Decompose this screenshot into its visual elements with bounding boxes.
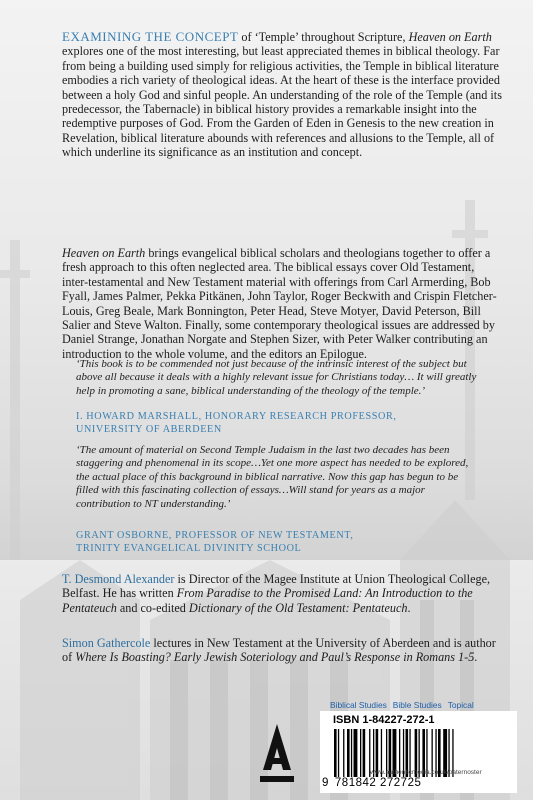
book-title-italic: Dictionary of the Old Testament: Pentateuch [188, 600, 408, 615]
p2-text: brings evangelical biblical scholars and theologians together to offer a fresh approach to this often neglected area. The biblical essays cover Old Testament, inter-testamental and New Testament material with offerings from Carl Armerding, Bob Fyall, James Palmer, Pekka Pitkänen, John Taylor, Roger Beckwith and Crispin Fletcher-Louis, Greg Beale, Mark Bonnington, Peter Head, Steve Motyer, David Peterson, Bill Salier and Steve Walton. Finally, some contemporary theological issues are addressed by Daniel Strange, Jonathan Norgate and Stephen Sizer, with Peter Walker contributing an introduction to the whole volume, and the editors an Epilogue. [62, 246, 497, 361]
barcode-digits [322, 777, 517, 789]
lead-in-caps: EXAMINING THE CONCEPT [62, 29, 239, 44]
bio-text: is Director of the Magee Institute at Union Theological College, Belfast. He has written [62, 572, 491, 601]
category-label: Bible Studies [392, 700, 442, 710]
author-bio-alexander [62, 572, 502, 615]
book-title-italic: Where Is Boasting? Early Jewish Soteriology and Paul’s Response in Romans 1-5 [75, 650, 475, 665]
p1-text-a: of ‘Temple’ throughout Scripture, [238, 30, 409, 44]
book-title-italic: From Paradise to the Promised Land: An Introduction to the Pentateuch [62, 586, 473, 615]
barcode-bar [338, 729, 339, 777]
attribution-line: GRANT OSBORNE, PROFESSOR OF NEW TESTAMENT, [76, 530, 354, 541]
book-title-italic: Heaven on Earth [62, 246, 146, 260]
attribution-line: TRINITY EVANGELICAL DIVINITY SCHOOL [76, 543, 302, 554]
paternoster-logo [260, 720, 294, 790]
attribution-line: UNIVERSITY OF ABERDEEN [76, 424, 222, 435]
isbn-text: ISBN 1-84227-272-1 [333, 714, 435, 726]
attribution-line: I. HOWARD MARSHALL, HONORARY RESEARCH PROFESSOR, [76, 411, 397, 422]
category-label: Biblical Studies [330, 700, 387, 710]
barcode-digits-group: 272725 [379, 777, 422, 789]
author-bio-gathercole [62, 636, 502, 665]
barcode-bar [343, 729, 344, 777]
bio-text: . [474, 650, 478, 665]
barcode-digit-first: 9 [322, 777, 329, 789]
author-name: T. Desmond Alexander [62, 572, 175, 586]
p1-text-b: explores one of the most interesting, but least appreciated themes in biblical theology. Far from being a building used simply for religious activities, the Temple in biblical literature embodies a rich variety of theological ideas. At the heart of these is the interface provided between a holy God and sinful people. An understanding of the role of the Temple (and its predecessor, the Tabernacle) in biblical history provides a remarkable insight into the redemptive purposes of God. From the Garden of Eden in Genesis to the new creation in Revelation, biblical literature abounds with references and allusions to the Temple, all of which underline its significance as an institution and concept. [62, 44, 502, 160]
category-label: Topical [447, 700, 474, 710]
barcode-bar [360, 729, 361, 777]
endorsement-quote-2: ‘The amount of material on Second Temple Judaism in the last two decades has been staggering and phenomenal in its scope…Yet one more aspect has needed to be explored, the actual place of this background in biblical narrative. Now this gap has begun to be filled with this fascinating collection of essays…Will stand for years as a major contribution to NT understanding.’ [76, 444, 469, 510]
barcode-bar [334, 729, 337, 777]
author-name: Simon Gathercole [62, 636, 151, 650]
barcode-bar [363, 729, 366, 777]
book-title-italic: Heaven on Earth [408, 30, 492, 44]
endorsement-attribution-1 [76, 410, 481, 436]
endorsement-quote-1: ‘This book is to be commended not just because of the intrinsic interest of the subject but above all because it deals with a highly relevant issue for Christians today… It will greatly help in promoting a sane, biblical understanding of the theology of the temple.’ [76, 358, 477, 397]
publisher-url: www.authenticmedia.co.uk/paternoster [370, 769, 482, 776]
bio-text: lectures in New Testament at the University of Aberdeen and is author of [62, 636, 496, 665]
bio-text: and co-edited [116, 600, 189, 615]
bio-text: . [407, 600, 411, 615]
category-labels [330, 700, 520, 710]
barcode-bar [354, 729, 358, 777]
barcode-bar [347, 729, 350, 777]
barcode-bar [351, 729, 352, 777]
barcode-digits-group: 781842 [334, 777, 377, 789]
description-paragraph-2 [62, 246, 502, 361]
endorsement-attribution-2 [76, 529, 481, 555]
description-paragraph-1 [62, 30, 502, 160]
